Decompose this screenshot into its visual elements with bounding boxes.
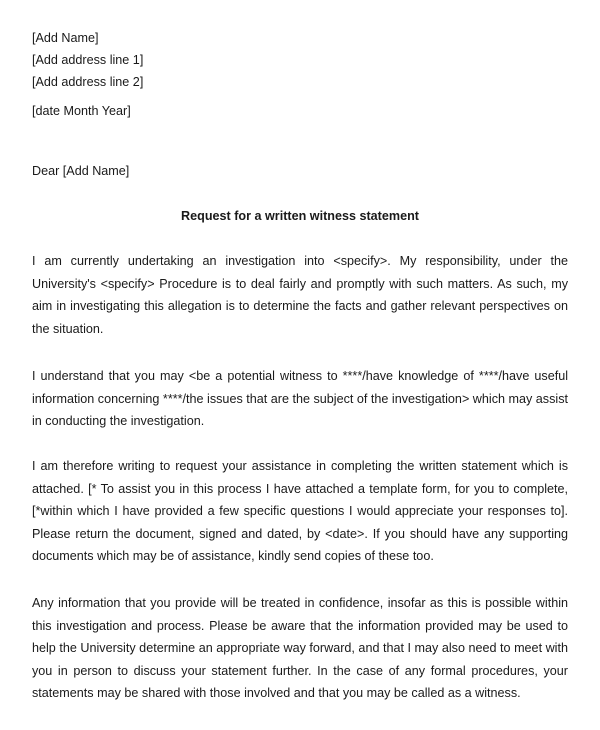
letter-date: [date Month Year] (32, 104, 131, 118)
paragraph-4: Any information that you provide will be treated in confidence, insofar as this is possible within this investigation and process. Please be aware that the information provided may be used to help the University determine an appropriate way forward, and that I may also need to meet with you in person to discuss your statement further. In the case of any formal procedures, your statements may be shared with those involved and that you may be called as a witness. (32, 596, 568, 701)
paragraph-1: I am currently undertaking an investigation into <specify>. My responsibility, under the University's <specify> Procedure is to deal fairly and promptly with such matters. As such, my aim in investigating this allegation is to determine the facts and gather relevant perspectives on the situation. (32, 254, 568, 336)
paragraph-3: I am therefore writing to request your assistance in completing the written statement which is attached. [* To assist you in this process I have attached a template form, for you to complete, [*within which I have provided a few specific questions I would appreciate your responses to]. Please return the document, signed and dated, by <date>. If you should have any supporting documents which may be of assistance, kindly send copies of these too. (32, 459, 568, 564)
address-line-1: [Add address line 1] (32, 53, 144, 67)
paragraph-2: I understand that you may <be a potential witness to ****/have knowledge of ****/have useful information concerning ****/the issues that are the subject of the investigation> which may assist in conducting the investigation. (32, 369, 568, 429)
salutation: Dear [Add Name] (32, 164, 130, 178)
address-line-2: [Add address line 2] (32, 75, 144, 89)
letter-title: Request for a written witness statement (181, 209, 419, 223)
sender-name: [Add Name] (32, 31, 99, 45)
